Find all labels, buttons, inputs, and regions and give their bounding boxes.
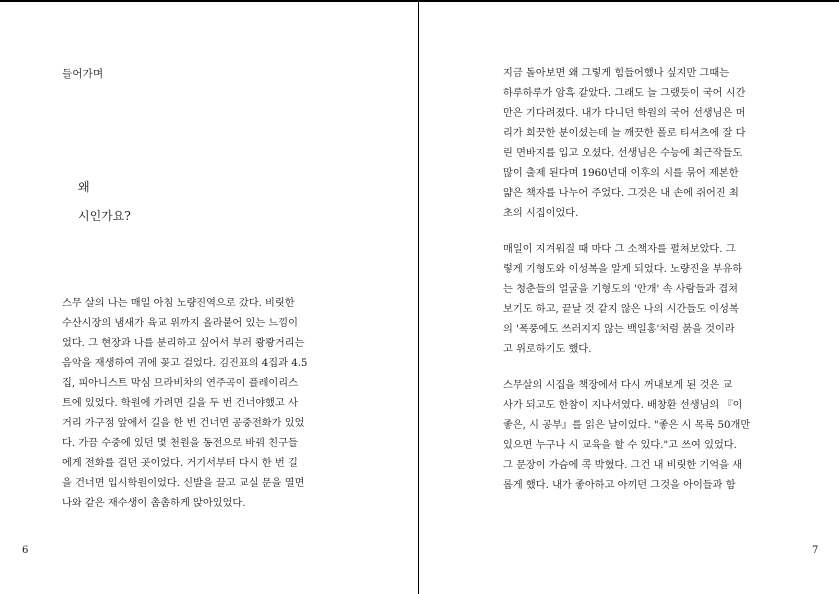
body-line: 얇은 책자를 나누어 주었다. 그것은 내 손에 쥐어진 최 bbox=[503, 188, 739, 199]
body-line: 지금 돌아보면 왜 그렇게 힘들어했나 싶지만 그때는 bbox=[503, 68, 730, 79]
body-line: 나와 같은 재수생이 촘촘하게 앉아있었다. bbox=[62, 498, 246, 509]
body-line: 의 '폭풍에도 쓰러지지 않는 백일홍'처럼 붉을 것이라 bbox=[503, 324, 735, 335]
body-line: 렇게 기형도와 이성복을 알게 되었다. 노량진을 부유하 bbox=[503, 264, 743, 275]
body-line: 스무 살의 나는 매일 아침 노량진역으로 갔다. 비릿한 bbox=[62, 298, 295, 309]
body-line: 음악을 재생하여 귀에 꽂고 걸었다. 김진표의 4집과 4.5 bbox=[62, 358, 308, 369]
body-line: 좋은, 시 공부』를 읽은 날이었다. "좋은 시 목록 50개만 bbox=[503, 420, 751, 431]
body-line: 리가 희끗한 분이셨는데 늘 깨끗한 폴로 티셔츠에 잘 다 bbox=[503, 128, 746, 139]
chapter-title-line-1: 왜 bbox=[78, 180, 90, 194]
chapter-label: 들어가며 bbox=[62, 68, 104, 80]
body-line: 만은 기다려졌다. 내가 다니던 학원의 국어 선생님은 머 bbox=[503, 108, 746, 119]
left-page bbox=[0, 0, 418, 594]
body-line: 초의 시집이었다. bbox=[503, 208, 579, 219]
body-line: 롭게 했다. 내가 좋아하고 아끼던 그것을 아이들과 함 bbox=[503, 480, 736, 491]
body-line: 에게 전화를 걸던 곳이었다. 거기서부터 다시 한 번 길 bbox=[62, 458, 298, 469]
body-line: 린 면바지를 입고 오셨다. 선생님은 수능에 최근작들도 bbox=[503, 148, 743, 159]
body-line: 트에 있었다. 학원에 가려면 길을 두 번 건너야했고 사 bbox=[62, 398, 298, 409]
body-line: 사가 되고도 한참이 지나서였다. 배창환 선생님의 『이 bbox=[503, 400, 743, 411]
body-line: 을 건너면 입시학원이었다. 신발을 끌고 교실 문을 열면 bbox=[62, 478, 305, 489]
body-line: 었다. 그 현장과 나를 분리하고 싶어서 부러 쾅쾅거리는 bbox=[62, 338, 305, 349]
body-line: 하루하루가 암흑 같았다. 그래도 늘 그랬듯이 국어 시간 bbox=[503, 88, 746, 99]
page-number: 6 bbox=[22, 545, 29, 556]
page-number: 7 bbox=[812, 545, 819, 556]
body-line: 수산시장의 냄새가 육교 위까지 올라붙어 있는 느낌이 bbox=[62, 318, 298, 329]
chapter-title-line-2: 시인가요? bbox=[78, 209, 131, 223]
body-line: 고 위로하기도 했다. bbox=[503, 344, 592, 355]
body-line: 집, 피아니스트 막심 므라비차의 연주곡이 플레이리스 bbox=[62, 378, 298, 389]
body-line: 매일이 지겨워질 때 마다 그 소책자를 펼쳐보았다. 그 bbox=[503, 244, 736, 255]
body-line: 많이 출제 된다며 1960년대 이후의 시를 묶어 제본한 bbox=[503, 168, 739, 179]
body-line: 있으면 누구나 시 교육을 할 수 있다."고 쓰여 있었다. bbox=[503, 440, 737, 451]
body-line: 보기도 하고, 끝날 것 같지 않은 나의 시간들도 이성복 bbox=[503, 304, 739, 315]
body-line: 는 청춘들의 얼굴을 기형도의 '안개' 속 사람들과 겹쳐 bbox=[503, 284, 738, 295]
body-line: 그 문장이 가슴에 콕 박혔다. 그건 내 비릿한 기억을 새 bbox=[503, 460, 743, 471]
body-line: 스무살의 시집을 책장에서 다시 꺼내보게 된 것은 교 bbox=[503, 380, 733, 391]
body-line: 다. 가끔 수중에 있던 몇 천원을 동전으로 바꿔 친구들 bbox=[62, 438, 298, 449]
right-page bbox=[419, 0, 839, 594]
body-line: 거리 가구점 앞에서 길을 한 번 건너면 공중전화가 있었 bbox=[62, 418, 305, 429]
